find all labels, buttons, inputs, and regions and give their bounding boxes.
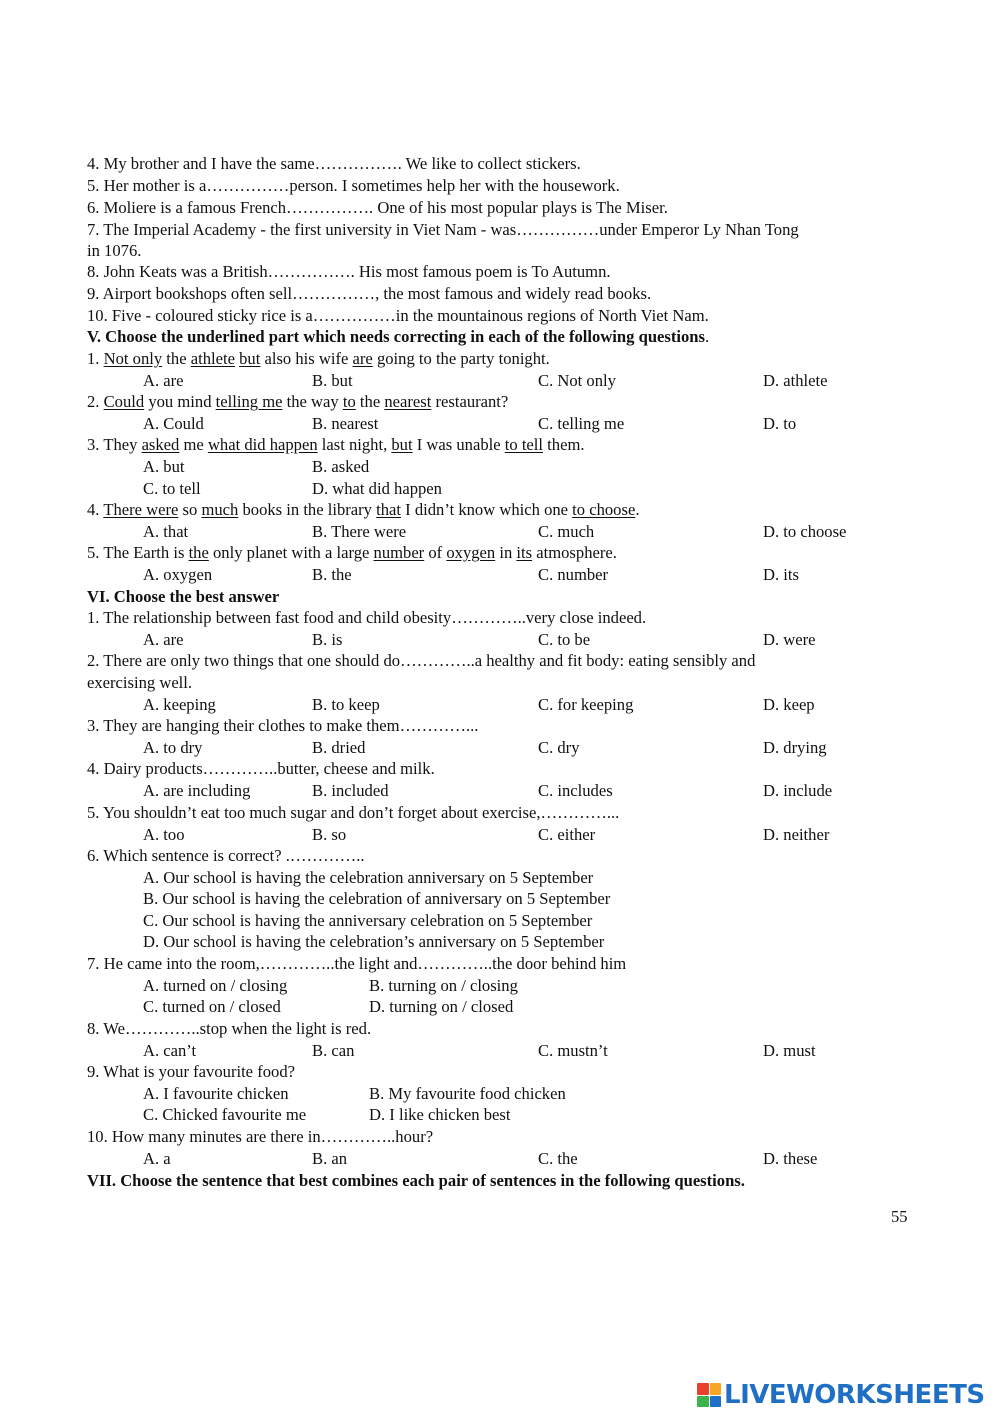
underlined-part: nearest xyxy=(384,392,432,411)
error-question-1: 1. Not only the athlete but also his wife are going to the party tonight. xyxy=(87,349,550,368)
underlined-part: to tell xyxy=(504,435,544,454)
underlined-part: Not only xyxy=(103,349,163,368)
mc-question-1: 1. The relationship between fast food and child obesity…………..very close indeed. xyxy=(87,608,647,627)
fill-in-item-10: 10. Five - coloured sticky rice is a……………in the mountainous regions of North Viet Nam. xyxy=(87,306,709,325)
error-question-3: 3. They asked me what did happen last night, but I was unable to tell them. xyxy=(87,435,585,454)
underlined-part: to choose xyxy=(572,500,636,519)
option-c[interactable]: C. turned on / closed xyxy=(143,997,281,1016)
option-b[interactable]: B. the xyxy=(312,565,352,584)
option-a[interactable]: A. but xyxy=(143,457,185,476)
fill-in-item-6: 6. Moliere is a famous French……………. One of his most popular plays is The Miser. xyxy=(87,198,668,217)
underlined-part: asked xyxy=(141,435,180,454)
section-vi-heading: VI. Choose the best answer xyxy=(87,587,280,606)
option-a[interactable]: A. that xyxy=(143,522,189,541)
option-c[interactable]: C. Not only xyxy=(538,371,616,390)
underlined-part: number xyxy=(373,543,425,562)
option-a[interactable]: A. Our school is having the celebration anniversary on 5 September xyxy=(143,868,594,887)
option-a[interactable]: A. oxygen xyxy=(143,565,213,584)
option-d[interactable]: D. I like chicken best xyxy=(369,1105,511,1124)
option-a[interactable]: A. turned on / closing xyxy=(143,976,288,995)
underlined-part: but xyxy=(391,435,413,454)
mc-question-2-cont: exercising well. xyxy=(87,673,193,692)
liveworksheets-logo xyxy=(697,1380,985,1410)
fill-in-item-4: 4. My brother and I have the same……………. We like to collect stickers. xyxy=(87,154,581,173)
underlined-part: to xyxy=(342,392,356,411)
option-c[interactable]: C. Chicked favourite me xyxy=(143,1105,307,1124)
option-b[interactable]: B. but xyxy=(312,371,353,390)
option-a[interactable]: A. Could xyxy=(143,414,204,433)
option-b[interactable]: B. to keep xyxy=(312,695,380,714)
page-number: 55 xyxy=(891,1207,908,1226)
mc-question-2: 2. There are only two things that one should do…………..a healthy and fit body: eating sensibly and xyxy=(87,651,756,670)
option-c[interactable]: C. Our school is having the anniversary celebration on 5 September xyxy=(143,911,593,930)
section-vii-heading: VII. Choose the sentence that best combines each pair of sentences in the following questions. xyxy=(87,1171,745,1190)
error-question-2: 2. Could you mind telling me the way to the nearest restaurant? xyxy=(87,392,509,411)
fill-in-item-7: 7. The Imperial Academy - the first university in Viet Nam - was……………under Emperor Ly Nhan Tong xyxy=(87,220,799,239)
option-a[interactable]: A. I favourite chicken xyxy=(143,1084,289,1103)
option-c[interactable]: C. either xyxy=(538,825,596,844)
option-d[interactable]: D. to choose xyxy=(763,522,847,541)
option-c[interactable]: C. mustn’t xyxy=(538,1041,608,1060)
fill-in-item-5: 5. Her mother is a……………person. I sometimes help her with the housework. xyxy=(87,176,620,195)
option-a[interactable]: A. are xyxy=(143,371,184,390)
underlined-part: the xyxy=(188,543,209,562)
option-d[interactable]: D. to xyxy=(763,414,797,433)
option-c[interactable]: C. to tell xyxy=(143,479,201,498)
underlined-part: There were xyxy=(103,500,179,519)
option-b[interactable]: B. can xyxy=(312,1041,355,1060)
option-d[interactable]: D. drying xyxy=(763,738,827,757)
underlined-part: what did happen xyxy=(207,435,318,454)
option-b[interactable]: B. nearest xyxy=(312,414,379,433)
option-d[interactable]: D. Our school is having the celebration’s anniversary on 5 September xyxy=(143,932,605,951)
option-b[interactable]: B. so xyxy=(312,825,347,844)
option-d[interactable]: D. turning on / closed xyxy=(369,997,514,1016)
option-c[interactable]: C. to be xyxy=(538,630,591,649)
mc-question-7: 7. He came into the room,…………..the light and…………..the door behind him xyxy=(87,954,627,973)
mc-question-4: 4. Dairy products…………..butter, cheese and milk. xyxy=(87,759,435,778)
option-b[interactable]: B. Our school is having the celebration of anniversary on 5 September xyxy=(143,889,611,908)
option-c[interactable]: C. for keeping xyxy=(538,695,634,714)
mc-question-6: 6. Which sentence is correct? .………….. xyxy=(87,846,365,865)
option-b[interactable]: B. dried xyxy=(312,738,366,757)
underlined-part: are xyxy=(352,349,373,368)
option-b[interactable]: B. turning on / closing xyxy=(369,976,518,995)
underlined-part: much xyxy=(201,500,239,519)
option-d[interactable]: D. include xyxy=(763,781,833,800)
option-c[interactable]: C. the xyxy=(538,1149,578,1168)
option-c[interactable]: C. number xyxy=(538,565,609,584)
option-a[interactable]: A. too xyxy=(143,825,185,844)
underlined-part: Could xyxy=(103,392,145,411)
option-a[interactable]: A. to dry xyxy=(143,738,203,757)
mc-question-9: 9. What is your favourite food? xyxy=(87,1062,295,1081)
option-b[interactable]: B. included xyxy=(312,781,389,800)
mc-question-10: 10. How many minutes are there in…………..hour? xyxy=(87,1127,434,1146)
mc-question-3: 3. They are hanging their clothes to make them…………... xyxy=(87,716,479,735)
fill-in-item-7-cont: in 1076. xyxy=(87,241,142,260)
option-d[interactable]: D. were xyxy=(763,630,816,649)
underlined-part: that xyxy=(376,500,402,519)
underlined-part: its xyxy=(516,543,533,562)
option-c[interactable]: C. telling me xyxy=(538,414,625,433)
option-a[interactable]: A. a xyxy=(143,1149,171,1168)
option-a[interactable]: A. are including xyxy=(143,781,251,800)
option-d[interactable]: D. these xyxy=(763,1149,818,1168)
underlined-part: oxygen xyxy=(446,543,496,562)
mc-question-5: 5. You shouldn’t eat too much sugar and don’t forget about exercise,…………... xyxy=(87,803,620,822)
fill-in-item-9: 9. Airport bookshops often sell……………, the most famous and widely read books. xyxy=(87,284,652,303)
option-d[interactable]: D. athlete xyxy=(763,371,828,390)
underlined-part: but xyxy=(239,349,261,368)
section-v-heading: V. Choose the underlined part which needs correcting in each of the following questions. xyxy=(87,327,710,346)
option-b[interactable]: B. an xyxy=(312,1149,348,1168)
option-c[interactable]: C. includes xyxy=(538,781,613,800)
option-c[interactable]: C. much xyxy=(538,522,595,541)
option-a[interactable]: A. are xyxy=(143,630,184,649)
fill-in-item-8: 8. John Keats was a British……………. His most famous poem is To Autumn. xyxy=(87,262,611,281)
option-d[interactable]: D. keep xyxy=(763,695,815,714)
error-question-4: 4. There were so much books in the library that I didn’t know which one to choose. xyxy=(87,500,640,519)
option-d[interactable]: D. its xyxy=(763,565,799,584)
logo-text: LIVEWORKSHEETS xyxy=(724,1380,985,1410)
option-a[interactable]: A. keeping xyxy=(143,695,216,714)
option-d[interactable]: D. what did happen xyxy=(312,479,442,498)
option-d[interactable]: D. neither xyxy=(763,825,830,844)
option-a[interactable]: A. can’t xyxy=(143,1041,197,1060)
error-question-5: 5. The Earth is the only planet with a large number of oxygen in its atmosphere. xyxy=(87,543,617,562)
mc-question-8: 8. We…………..stop when the light is red. xyxy=(87,1019,372,1038)
option-b[interactable]: B. There were xyxy=(312,522,407,541)
option-d[interactable]: D. must xyxy=(763,1041,816,1060)
option-b[interactable]: B. asked xyxy=(312,457,370,476)
option-b[interactable]: B. My favourite food chicken xyxy=(369,1084,566,1103)
option-c[interactable]: C. dry xyxy=(538,738,580,757)
option-b[interactable]: B. is xyxy=(312,630,343,649)
logo-grid-icon xyxy=(697,1383,721,1407)
underlined-part: athlete xyxy=(190,349,235,368)
underlined-part: telling me xyxy=(215,392,283,411)
